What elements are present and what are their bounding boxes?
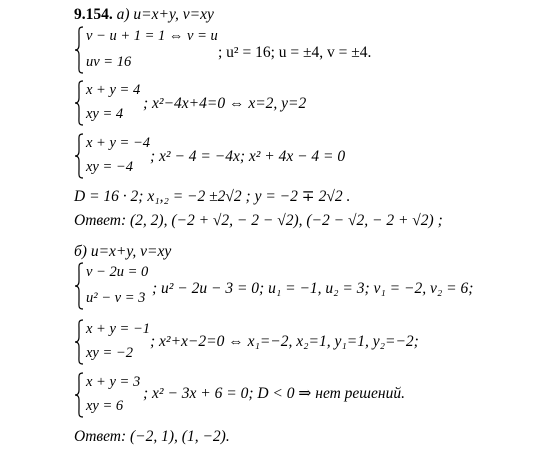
system-a2-eq1: x + y = 4 (86, 82, 141, 98)
brace-icon (74, 80, 84, 126)
system-a2-tail: ; x²−4x+4=0 ⇔ x=2, y=2 (143, 95, 307, 112)
problem-number: 9.154. (74, 6, 113, 23)
system-a3-eq2: xy = −4 (86, 159, 133, 175)
system-b3 (74, 372, 154, 418)
system-a2 (74, 80, 154, 126)
system-b2 (74, 319, 154, 365)
problem-header (74, 6, 214, 24)
system-a1 (74, 26, 224, 74)
system-b1 (74, 262, 164, 310)
system-a3-tail: ; x² − 4 = −4x; x² + 4x − 4 = 0 (150, 148, 346, 165)
system-b2-tail: ; x²+x−2=0 ⇔ x₁=−2, x₂=1, y₁=1, y₂=−2; (150, 333, 419, 350)
system-a1-tail: ; u² = 16; u = ±4, v = ±4. (218, 44, 372, 61)
system-a1-eq1: v − u + 1 = 1 ⇔ v = u (86, 28, 218, 44)
system-a3 (74, 133, 154, 179)
brace-icon (74, 319, 84, 365)
b-answer: Ответ: (−2, 1), (1, −2). (74, 428, 230, 445)
system-b1-eq1: v − 2u = 0 (86, 264, 149, 280)
system-a2-eq2: xy = 4 (86, 106, 124, 122)
system-b1-eq2: u² − v = 3 (86, 290, 146, 306)
system-b3-tail: ; x² − 3x + 6 = 0; D < 0 ⇒ нет решений. (143, 385, 405, 402)
part-a-header: а) u=x+y, v=xy (116, 6, 214, 23)
system-b2-eq2: xy = −2 (86, 345, 133, 361)
system-b2-eq1: x + y = −1 (86, 321, 150, 337)
brace-icon (74, 26, 84, 74)
system-a3-eq1: x + y = −4 (86, 135, 150, 151)
part-b-header: б) u=x+y, v=xy (74, 243, 172, 260)
system-b1-tail: ; u² − 2u − 3 = 0; u₁ = −1, u₂ = 3; v₁ = −2, v₂ = 6; (152, 280, 474, 297)
system-a1-eq2: uv = 16 (86, 54, 132, 70)
brace-icon (74, 133, 84, 179)
a-discriminant-line: D = 16 · 2; x₁,₂ = −2 ±2√2 ; y = −2 ∓ 2√2 . (74, 188, 351, 205)
system-b3-eq2: xy = 6 (86, 398, 124, 414)
brace-icon (74, 372, 84, 418)
system-b3-eq1: x + y = 3 (86, 374, 141, 390)
brace-icon (74, 262, 84, 310)
a-answer: Ответ: (2, 2), (−2 + √2, − 2 − √2), (−2 − √2, − 2 + √2) ; (74, 212, 443, 229)
